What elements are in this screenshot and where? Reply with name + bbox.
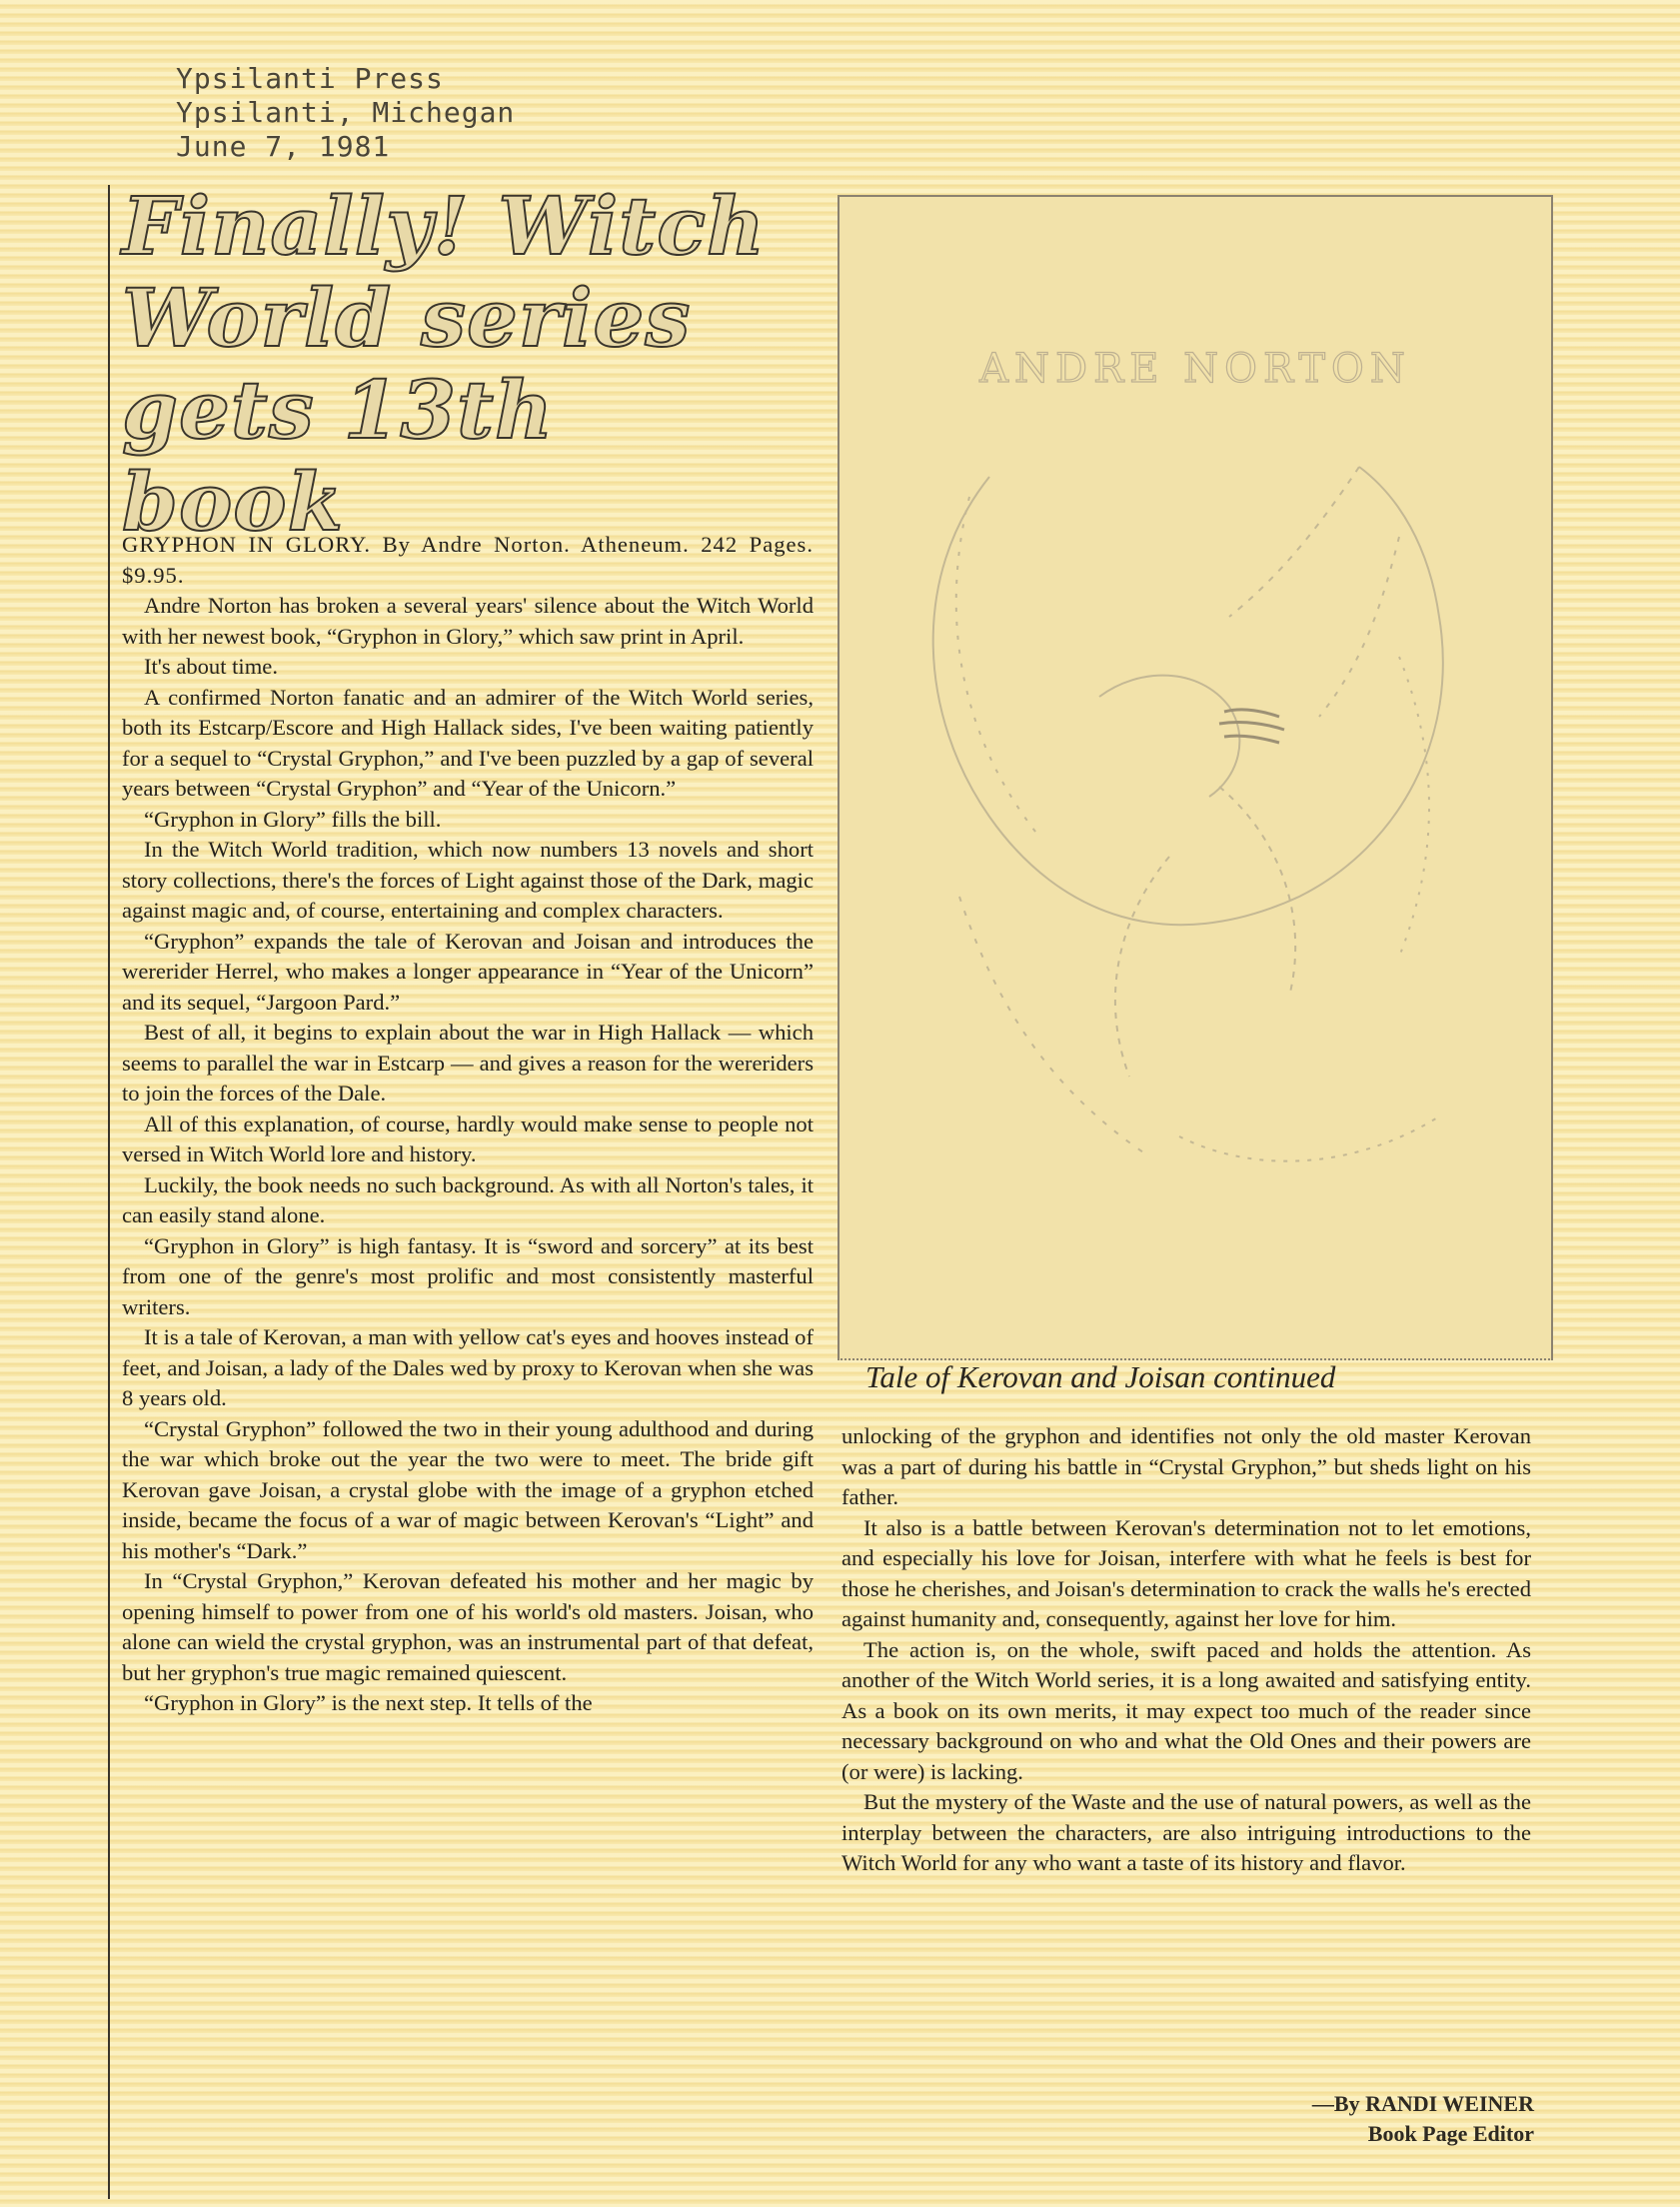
paragraph: It's about time. <box>144 654 278 679</box>
paragraph: “Gryphon in Glory” is the next step. It tells of the <box>144 1690 593 1715</box>
paragraph: But the mystery of the Waste and the use of natural powers, as well as the interplay between the characters, are also intriguing introductions to the Witch World for any who want a taste of its history and flavor. <box>841 1789 1531 1875</box>
headline: Finally! Witch World series gets 13th book <box>122 179 767 549</box>
book-cover-photo <box>838 195 1553 1360</box>
paragraph: Luckily, the book needs no such background. As with all Norton's tales, it can easily stand alone. <box>122 1171 814 1227</box>
paragraph: Best of all, it begins to explain about the war in High Hallack — which seems to parallel the war in Estcarp — and gives a reason for the wereriders to join the forces of the Dale. <box>122 1020 814 1105</box>
paragraph: In “Crystal Gryphon,” Kerovan defeated his mother and her magic by opening himself to power from one of his world's old masters. Joisan, who alone can wield the crystal gryphon, was an instrumental part of that defeat, but her gryphon's true magic remained quiescent. <box>122 1568 814 1685</box>
paragraph: All of this explanation, of course, hardly would make sense to people not versed in Witch World lore and history. <box>122 1110 814 1166</box>
paragraph: “Gryphon in Glory” fills the bill. <box>144 806 442 832</box>
dateline-paper: Ypsilanti Press <box>176 62 444 95</box>
paragraph: In the Witch World tradition, which now numbers 13 novels and short story collections, there's the forces of Light against those of the Dark, magic against magic and, of course, entertaining and complex characters. <box>122 837 814 923</box>
paragraph: A confirmed Norton fanatic and an admirer of the Witch World series, both its Estcarp/Escore and High Hallack sides, I've been waiting patiently for a sequel to “Crystal Gryphon,” and I've been puzzled by a gap of several years between “Crystal Gryphon” and “Year of the Unicorn.” <box>122 684 814 801</box>
paragraph: It is a tale of Kerovan, a man with yellow cat's eyes and hooves instead of feet, and Joisan, a lady of the Dales wed by proxy to Kerovan when she was 8 years old. <box>122 1324 814 1410</box>
byline-title: Book Page Editor <box>1367 2121 1534 2146</box>
paragraph: It also is a battle between Kerovan's determination not to let emotions, and especially his love for Joisan, interfere with what he feels is best for those he cherishes, and Joisan's determination to crack the walls he's erected against humanity and, consequently, against her love for him. <box>841 1514 1531 1631</box>
paragraph: The action is, on the whole, swift paced and holds the attention. As another of the Witch World series, it is a long awaited and satisfying entity. As a book on its own merits, it may expect too much of the reader since necessary background on who and what the Old Ones and their powers are (or were) is lacking. <box>841 1636 1531 1784</box>
article-column-2 <box>841 1421 1531 1879</box>
paragraph: “Gryphon in Glory” is high fantasy. It is “sword and sorcery” at its best from one of the genre's most prolific and most consistently masterful writers. <box>122 1232 814 1319</box>
byline <box>1214 2089 1534 2149</box>
cover-author-text: ANDRE NORTON <box>979 346 1411 392</box>
paragraph: “Gryphon” expands the tale of Kerovan and Joisan and introduces the wererider Herrel, who makes a longer appearance in “Year of the Unicorn” and its sequel, “Jargoon Pard.” <box>122 928 814 1015</box>
dateline <box>176 62 515 164</box>
paragraph: “Crystal Gryphon” followed the two in their young adulthood and during the war which broke out the year the two were to meet. The bride gift Kerovan gave Joisan, a crystal globe with the image of a gryphon etched inside, became the focus of a war of magic between Kerovan's “Light” and his mother's “Dark.” <box>122 1415 814 1563</box>
byline-author: —By RANDI WEINER <box>1311 2091 1534 2116</box>
gryphon-icon <box>840 197 1551 1358</box>
column-rule <box>108 185 110 2199</box>
paragraph: unlocking of the gryphon and identifies not only the old master Kerovan was a part of during his battle in “Crystal Gryphon,” but sheds light on his father. <box>841 1423 1531 1509</box>
paragraph: Andre Norton has broken a several years' silence about the Witch World with her newest book, “Gryphon in Glory,” which saw print in April. <box>122 593 814 649</box>
dateline-city: Ypsilanti, Michegan <box>176 96 516 129</box>
photo-caption: Tale of Kerovan and Joisan continued <box>865 1359 1336 1394</box>
book-credit: GRYPHON IN GLORY. By Andre Norton. Atheneum. 242 Pages. $9.95. <box>122 532 814 588</box>
article-column-1 <box>122 530 814 1719</box>
dateline-date: June 7, 1981 <box>176 130 391 163</box>
